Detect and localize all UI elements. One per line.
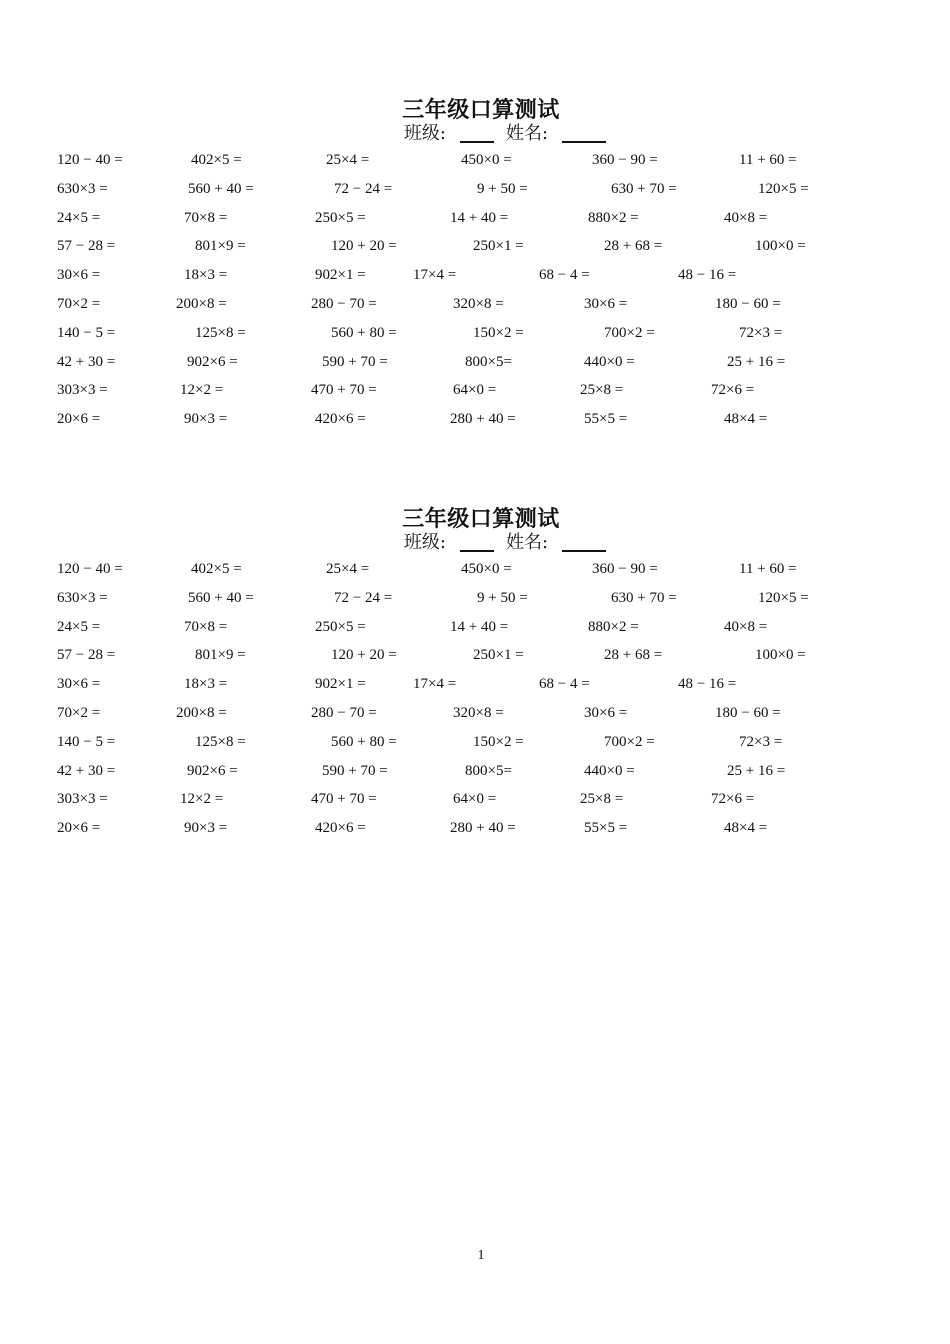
arithmetic-problem: 72×3 =: [739, 733, 783, 750]
arithmetic-problem: 125×8 =: [195, 324, 246, 341]
name-label: 姓名:: [506, 532, 549, 553]
arithmetic-problem: 902×6 =: [187, 762, 238, 779]
page-number: 1: [477, 1248, 485, 1263]
arithmetic-problem: 17×4 =: [413, 676, 457, 693]
arithmetic-problem: 90×3 =: [184, 820, 228, 837]
arithmetic-problem: 902×6 =: [187, 353, 238, 370]
arithmetic-problem: 100×0 =: [755, 647, 806, 664]
arithmetic-problem: 440×0 =: [584, 353, 635, 370]
arithmetic-problem: 12×2 =: [180, 382, 224, 399]
arithmetic-problem: 72×6 =: [711, 791, 755, 808]
class-blank: [460, 532, 494, 552]
arithmetic-problem: 320×8 =: [453, 296, 504, 312]
arithmetic-problem: 25×8 =: [580, 382, 624, 399]
arithmetic-problem: 200×8 =: [176, 296, 227, 312]
arithmetic-problem: 30×6 =: [57, 676, 101, 693]
arithmetic-problem: 30×6 =: [584, 296, 628, 312]
arithmetic-problem: 800×5=: [465, 353, 512, 370]
arithmetic-problem: 630 + 70 =: [611, 589, 677, 606]
arithmetic-problem: 70×8 =: [184, 209, 228, 226]
arithmetic-problem: 590 + 70 =: [322, 353, 388, 370]
arithmetic-problem: 902×1 =: [315, 676, 366, 693]
arithmetic-problem: 9 + 50 =: [477, 180, 528, 197]
arithmetic-problem: 700×2 =: [604, 733, 655, 750]
arithmetic-problem: 560 + 40 =: [188, 180, 254, 197]
arithmetic-problem: 72×3 =: [739, 324, 783, 341]
arithmetic-problem: 320×8 =: [453, 705, 504, 721]
arithmetic-problem: 25 + 16 =: [727, 353, 786, 370]
arithmetic-problem: 880×2 =: [588, 209, 639, 226]
arithmetic-problem: 120 − 40 =: [57, 561, 123, 577]
arithmetic-problem: 18×3 =: [184, 676, 228, 693]
arithmetic-problem: 120 − 40 =: [57, 152, 123, 168]
arithmetic-problem: 150×2 =: [473, 733, 524, 750]
arithmetic-problem: 140 − 5 =: [57, 324, 116, 341]
arithmetic-problem: 57 − 28 =: [57, 647, 116, 664]
arithmetic-problem: 180 − 60 =: [715, 296, 781, 312]
arithmetic-problem: 630×3 =: [57, 589, 108, 606]
arithmetic-problem: 48 − 16 =: [678, 267, 737, 284]
arithmetic-problem: 440×0 =: [584, 762, 635, 779]
arithmetic-problem: 590 + 70 =: [322, 762, 388, 779]
arithmetic-problem: 20×6 =: [57, 411, 101, 428]
arithmetic-problem: 24×5 =: [57, 618, 101, 635]
arithmetic-problem: 303×3 =: [57, 382, 108, 399]
arithmetic-problem: 450×0 =: [461, 561, 512, 577]
student-info-line: [0, 528, 950, 554]
sheet-title: 三年级口算测试: [402, 97, 560, 123]
arithmetic-problem: 100×0 =: [755, 238, 806, 255]
arithmetic-problem: 11 + 60 =: [739, 152, 797, 168]
arithmetic-problem: 28 + 68 =: [604, 647, 663, 664]
arithmetic-problem: 902×1 =: [315, 267, 366, 284]
arithmetic-problem: 64×0 =: [453, 791, 497, 808]
name-label: 姓名:: [506, 123, 549, 144]
arithmetic-problem: 450×0 =: [461, 152, 512, 168]
arithmetic-problem: 24×5 =: [57, 209, 101, 226]
arithmetic-problem: 20×6 =: [57, 820, 101, 837]
arithmetic-problem: 48×4 =: [724, 411, 768, 428]
arithmetic-problem: 25×4 =: [326, 561, 370, 577]
arithmetic-problem: 140 − 5 =: [57, 733, 116, 750]
arithmetic-problem: 68 − 4 =: [539, 676, 590, 693]
arithmetic-problem: 18×3 =: [184, 267, 228, 284]
arithmetic-problem: 560 + 80 =: [331, 324, 397, 341]
arithmetic-problem: 800×5=: [465, 762, 512, 779]
arithmetic-problem: 420×6 =: [315, 820, 366, 837]
arithmetic-problem: 280 + 40 =: [450, 411, 516, 428]
arithmetic-problem: 700×2 =: [604, 324, 655, 341]
arithmetic-problem: 280 − 70 =: [311, 705, 377, 721]
arithmetic-problem: 250×5 =: [315, 618, 366, 635]
name-blank: [562, 123, 606, 143]
arithmetic-problem: 42 + 30 =: [57, 762, 116, 779]
arithmetic-problem: 25 + 16 =: [727, 762, 786, 779]
arithmetic-problem: 125×8 =: [195, 733, 246, 750]
arithmetic-problem: 72×6 =: [711, 382, 755, 399]
arithmetic-problem: 72 − 24 =: [334, 589, 393, 606]
arithmetic-problem: 200×8 =: [176, 705, 227, 721]
sheet-title: 三年级口算测试: [402, 506, 560, 532]
arithmetic-problem: 17×4 =: [413, 267, 457, 284]
student-info-line: [0, 119, 950, 145]
arithmetic-problem: 40×8 =: [724, 209, 768, 226]
arithmetic-problem: 360 − 90 =: [592, 561, 658, 577]
arithmetic-problem: 280 + 40 =: [450, 820, 516, 837]
arithmetic-problem: 55×5 =: [584, 820, 628, 837]
arithmetic-problem: 180 − 60 =: [715, 705, 781, 721]
arithmetic-problem: 120×5 =: [758, 589, 809, 606]
arithmetic-problem: 25×4 =: [326, 152, 370, 168]
arithmetic-problem: 303×3 =: [57, 791, 108, 808]
arithmetic-problem: 25×8 =: [580, 791, 624, 808]
arithmetic-problem: 72 − 24 =: [334, 180, 393, 197]
arithmetic-problem: 14 + 40 =: [450, 209, 509, 226]
arithmetic-problem: 14 + 40 =: [450, 618, 509, 635]
arithmetic-problem: 120 + 20 =: [331, 238, 397, 255]
arithmetic-problem: 12×2 =: [180, 791, 224, 808]
arithmetic-problem: 70×2 =: [57, 705, 101, 721]
arithmetic-problem: 42 + 30 =: [57, 353, 116, 370]
arithmetic-problem: 28 + 68 =: [604, 238, 663, 255]
arithmetic-problem: 280 − 70 =: [311, 296, 377, 312]
arithmetic-problem: 30×6 =: [584, 705, 628, 721]
arithmetic-problem: 560 + 80 =: [331, 733, 397, 750]
arithmetic-problem: 120×5 =: [758, 180, 809, 197]
arithmetic-problem: 250×5 =: [315, 209, 366, 226]
arithmetic-problem: 402×5 =: [191, 561, 242, 577]
arithmetic-problem: 48×4 =: [724, 820, 768, 837]
arithmetic-problem: 630 + 70 =: [611, 180, 677, 197]
arithmetic-problem: 630×3 =: [57, 180, 108, 197]
class-label: 班级:: [403, 123, 446, 144]
arithmetic-problem: 420×6 =: [315, 411, 366, 428]
arithmetic-problem: 250×1 =: [473, 647, 524, 664]
class-blank: [460, 123, 494, 143]
arithmetic-problem: 90×3 =: [184, 411, 228, 428]
arithmetic-problem: 55×5 =: [584, 411, 628, 428]
arithmetic-problem: 70×2 =: [57, 296, 101, 312]
arithmetic-problem: 57 − 28 =: [57, 238, 116, 255]
arithmetic-problem: 470 + 70 =: [311, 382, 377, 399]
arithmetic-problem: 470 + 70 =: [311, 791, 377, 808]
name-blank: [562, 532, 606, 552]
class-label: 班级:: [403, 532, 446, 553]
arithmetic-problem: 70×8 =: [184, 618, 228, 635]
arithmetic-problem: 48 − 16 =: [678, 676, 737, 693]
arithmetic-problem: 120 + 20 =: [331, 647, 397, 664]
arithmetic-problem: 801×9 =: [195, 238, 246, 255]
arithmetic-problem: 560 + 40 =: [188, 589, 254, 606]
arithmetic-problem: 64×0 =: [453, 382, 497, 399]
arithmetic-problem: 68 − 4 =: [539, 267, 590, 284]
arithmetic-problem: 30×6 =: [57, 267, 101, 284]
arithmetic-problem: 880×2 =: [588, 618, 639, 635]
arithmetic-problem: 801×9 =: [195, 647, 246, 664]
arithmetic-problem: 150×2 =: [473, 324, 524, 341]
arithmetic-problem: 402×5 =: [191, 152, 242, 168]
arithmetic-problem: 250×1 =: [473, 238, 524, 255]
arithmetic-problem: 360 − 90 =: [592, 152, 658, 168]
arithmetic-problem: 11 + 60 =: [739, 561, 797, 577]
arithmetic-problem: 40×8 =: [724, 618, 768, 635]
arithmetic-problem: 9 + 50 =: [477, 589, 528, 606]
